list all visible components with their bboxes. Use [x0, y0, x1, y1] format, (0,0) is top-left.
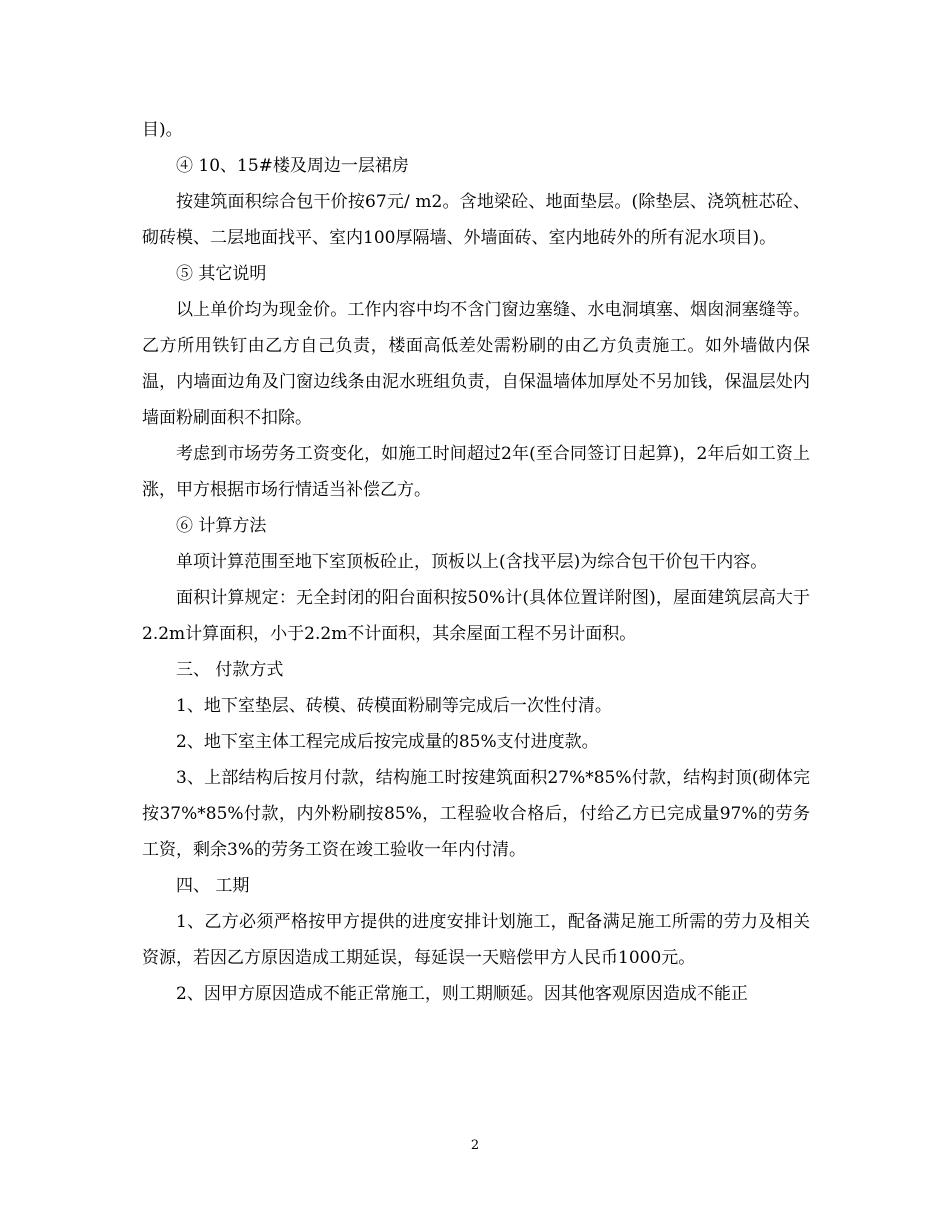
paragraph-schedule-item-1: 1、乙方必须严格按甲方提供的进度安排计划施工，配备满足施工所需的劳力及相关资源，若因乙方原因造成工期延误，每延误一天赔偿甲方人民币1000元。 — [142, 912, 810, 968]
paragraph-pricing-buildings: 按建筑面积综合包干价按67元/ m2。含地梁砼、地面垫层。(除垫层、浇筑桩芯砼、砌砖模、二层地面找平、室内100厚隔墙、外墙面砖、室内地砖外的所有泥水项目)。 — [142, 192, 810, 248]
section-heading-calculation-method: ⑥ 计算方法 — [176, 516, 267, 536]
paragraph-wage-adjustment: 考虑到市场劳务工资变化，如施工时间超过2年(至合同签订日起算)，2年后如工资上涨，甲方根据市场行情适当补偿乙方。 — [142, 444, 810, 500]
section-heading-payment-method: 三、 付款方式 — [176, 660, 284, 680]
paragraph-payment-item-1: 1、地下室垫层、砖模、砖模面粉刷等完成后一次性付清。 — [176, 696, 612, 716]
page-number: 2 — [470, 1138, 480, 1153]
paragraph-payment-item-3: 3、上部结构后按月付款，结构施工时按建筑面积27%*85%付款，结构封顶(砌体完按37%*85%付款，内外粉刷按85%，工程验收合格后，付给乙方已完成量97%的劳务工资，剩余3%的劳务工资在竣工验收一年内付清。 — [142, 768, 810, 860]
section-heading-other-notes: ⑤ 其它说明 — [176, 264, 267, 284]
paragraph-payment-item-2: 2、地下室主体工程完成后按完成量的85%支付进度款。 — [176, 732, 599, 752]
paragraph-calculation-scope: 单项计算范围至地下室顶板砼止，顶板以上(含找平层)为综合包干价包干内容。 — [176, 552, 768, 572]
paragraph-schedule-item-2: 2、因甲方原因造成不能正常施工，则工期顺延。因其他客观原因造成不能正 — [176, 984, 748, 1004]
paragraph-continuation: 目)。 — [142, 120, 183, 140]
document-body — [142, 112, 810, 1012]
section-heading-buildings-10-15: ④ 10、15#楼及周边一层裙房 — [176, 156, 409, 176]
paragraph-area-rules: 面积计算规定：无全封闭的阳台面积按50%计(具体位置详附图)，屋面建筑层高大于2.2m计算面积，小于2.2m不计面积，其余屋面工程不另计面积。 — [142, 588, 810, 644]
paragraph-unit-price-notes: 以上单价均为现金价。工作内容中均不含门窗边塞缝、水电洞填塞、烟囱洞塞缝等。乙方所用铁钉由乙方自己负责，楼面高低差处需粉刷的由乙方负责施工。如外墙做内保温，内墙面边角及门窗边线条由泥水班组负责，自保温墙体加厚处不另加钱，保温层处内墙面粉刷面积不扣除。 — [142, 300, 810, 428]
section-heading-schedule: 四、 工期 — [176, 876, 250, 896]
